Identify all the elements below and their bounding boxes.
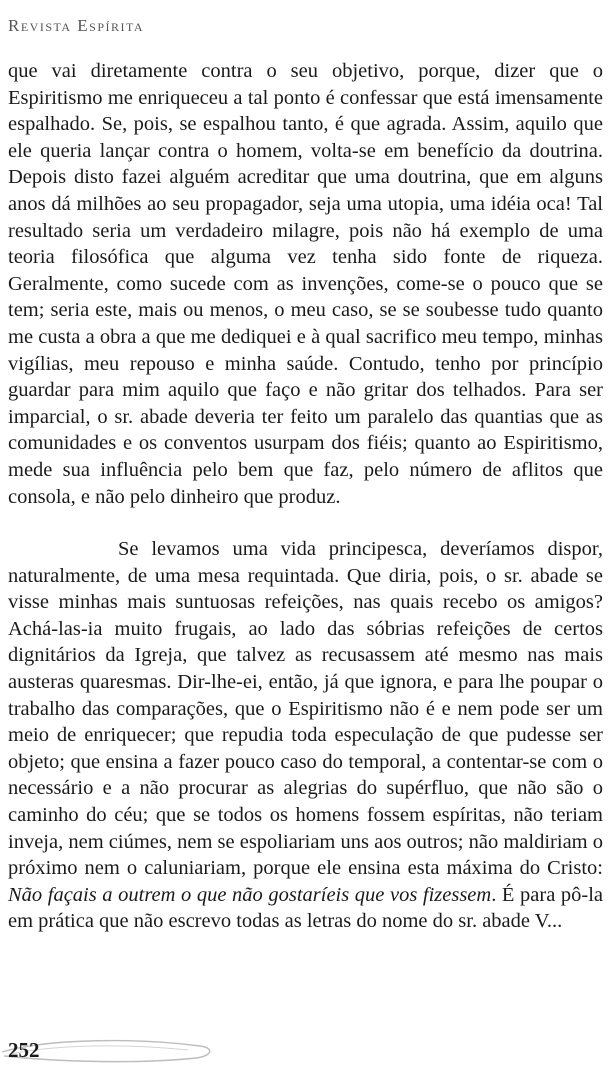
- page-number: 252: [8, 1038, 40, 1062]
- running-head: Revista Espírita: [8, 16, 145, 35]
- paragraph-2-ending: . É para pô-la em prática que não escrevo todas as letras do nome do sr. abade V...: [8, 883, 603, 933]
- christ-maxim-quote: Não façais a outrem o que não gostaríeis que vos fizessem: [8, 883, 492, 906]
- paragraph-1: que vai diretamente contra o seu objetivo, porque, dizer que o Espiritismo me enriqueceu a tal ponto é confessar que está imensamente espalhado. Se, pois, se espalhou tanto, é que agrada. Assim, aquilo que ele queria lançar contra o homem, volta-se em benefício da doutrina. Depois disto fazei alguém acreditar que uma doutrina, que em alguns anos dá milhões ao seu propagador, seja uma utopia, uma idéia oca! Tal resultado seria um verdadeiro milagre, pois não há exemplo de uma teoria filosófica que alguma vez tenha sido fonte de riqueza. Geralmente, como sucede com as invenções, come-se o pouco que se tem; seria este, mais ou menos, o meu caso, se se soubesse tudo quanto me custa a obra a que me dediquei e à qual sacrifico meu tempo, minhas vigílias, meu repouso e minha saúde. Contudo, tenho por princípio guardar para mim aquilo que faço e não gritar dos telhados. Para ser imparcial, o sr. abade deveria ter feito um paralelo das quantias que as comunidades e os conventos usurpam dos fiéis; quanto ao Espiritismo, mede sua influência pelo bem que faz, pelo número de aflitos que consola, e não pelo dinheiro que produz.: [8, 60, 603, 508]
- body-text: [8, 58, 603, 935]
- paragraph-2: [8, 536, 603, 935]
- paragraph-2-text: Se levamos uma vida principesca, deveríamos dispor, naturalmente, de uma mesa requintada. Que diria, pois, o sr. abade se visse minhas mais suntuosas refeições, nas quais recebo os amigos? Achá-las-ia muito frugais, ao lado das sóbrias refeições de certos dignitários da Igreja, que talvez as recusassem até mesmo nas mais austeras quaresmas. Dir-lhe-ei, então, já que ignora, e para lhe poupar o trabalho das comparações, que o Espiritismo não é e nem pode ser um meio de enriquecer; que repudia toda especulação de que pudesse ser objeto; que ensina a fazer pouco caso do temporal, a contentar-se com o necessário e a não procurar as alegrias do supérfluo, que não são o caminho do céu; que se todos os homens fossem espíritas, não teriam inveja, nem ciúmes, nem se espoliariam uns aos outros; não maldiriam o próximo nem o caluniariam, porque ele ensina esta máxima do Cristo:: [8, 538, 603, 880]
